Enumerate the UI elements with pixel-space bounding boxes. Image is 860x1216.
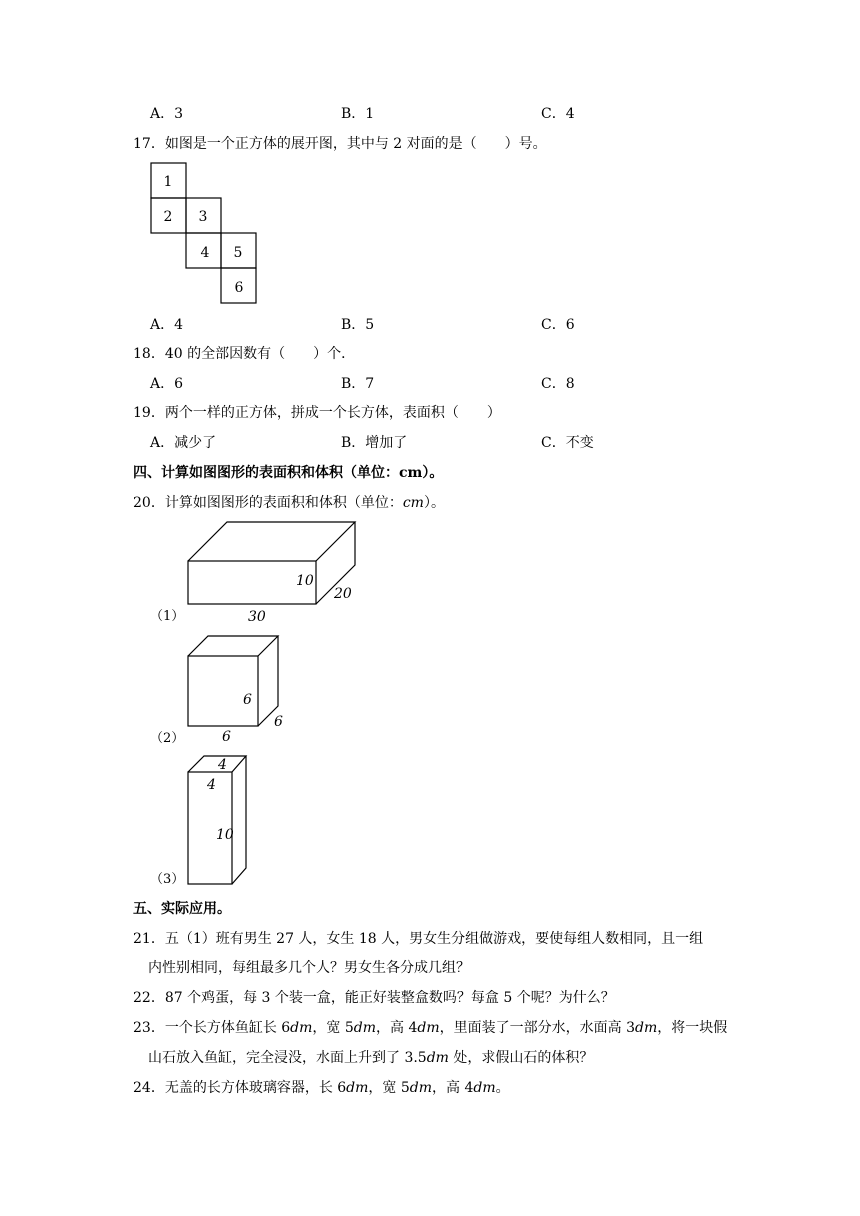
section-5-title: 五、实际应用。 (133, 901, 231, 917)
q21-line2: 内性别相同，每组最多几个人？男女生各分成几组？ (148, 960, 470, 976)
net-label-3: 3 (198, 209, 208, 225)
q17-option-a: A．4 (150, 317, 184, 333)
q19-option-c: C．不变 (541, 435, 594, 451)
fig2-label: （2） (150, 731, 185, 746)
q18-option-a: A．6 (150, 376, 184, 392)
q19-text: 19．两个一样的正方体，拼成一个长方体，表面积（ ） (133, 405, 501, 421)
q23-line1: 23．一个长方体鱼缸长 6dm，宽 5dm，高 4dm，里面装了一部分水，水面高 3dm，将一块假 (133, 1020, 728, 1036)
fig2-length: 6 (222, 729, 231, 745)
q17-text: 17．如图是一个正方体的展开图，其中与 2 对面的是（ ）号。 (133, 136, 547, 152)
q16-option-a: A．3 (150, 106, 184, 122)
q18-text: 18．40 的全部因数有（ ）个． (133, 346, 356, 362)
q17-option-c: C．6 (541, 317, 575, 333)
cube-net-figure (148, 160, 260, 306)
q18-option-c: C．8 (541, 376, 575, 392)
q21-line1: 21．五（1）班有男生 27 人，女生 18 人，男女生分组做游戏，要使每组人数相同，且一组 (133, 931, 704, 947)
fig1-height: 10 (296, 573, 314, 589)
fig3-width: 4 (207, 777, 216, 793)
q16-option-c: C．4 (541, 106, 575, 122)
cuboid-figure-3 (150, 752, 260, 888)
fig1-depth: 20 (334, 586, 352, 602)
net-label-1: 1 (163, 174, 173, 190)
net-label-6: 6 (234, 280, 244, 296)
fig2-depth: 6 (274, 714, 283, 730)
q22-text: 22．87 个鸡蛋，每 3 个装一盒，能正好装整盒数吗？每盒 5 个呢？为什么？ (133, 990, 615, 1006)
fig3-label: （3） (150, 872, 185, 887)
fig1-length: 30 (248, 609, 266, 625)
q20-text: 20．计算如图图形的表面积和体积（单位：cm）。 (133, 495, 445, 511)
q17-option-b: B．5 (341, 317, 375, 333)
q24-text: 24．无盖的长方体玻璃容器，长 6dm，宽 5dm，高 4dm。 (133, 1080, 510, 1096)
cube-figure-2 (150, 634, 290, 746)
cuboid-figure-1 (150, 518, 380, 628)
fig2-height: 6 (243, 692, 252, 708)
fig3-height: 10 (216, 827, 234, 843)
q19-option-b: B．增加了 (341, 435, 408, 451)
q18-option-b: B．7 (341, 376, 375, 392)
net-label-2: 2 (163, 209, 173, 225)
fig1-label: （1） (150, 609, 185, 624)
section-4-title: 四、计算如图图形的表面积和体积（单位：cm）。 (133, 465, 444, 481)
fig3-top: 4 (218, 757, 227, 773)
q16-option-b: B．1 (341, 106, 375, 122)
net-label-5: 5 (233, 245, 243, 261)
q23-line2: 山石放入鱼缸，完全浸没，水面上升到了 3.5dm 处，求假山石的体积？ (148, 1050, 594, 1066)
q19-option-a: A．减少了 (150, 435, 217, 451)
net-label-4: 4 (200, 245, 210, 261)
